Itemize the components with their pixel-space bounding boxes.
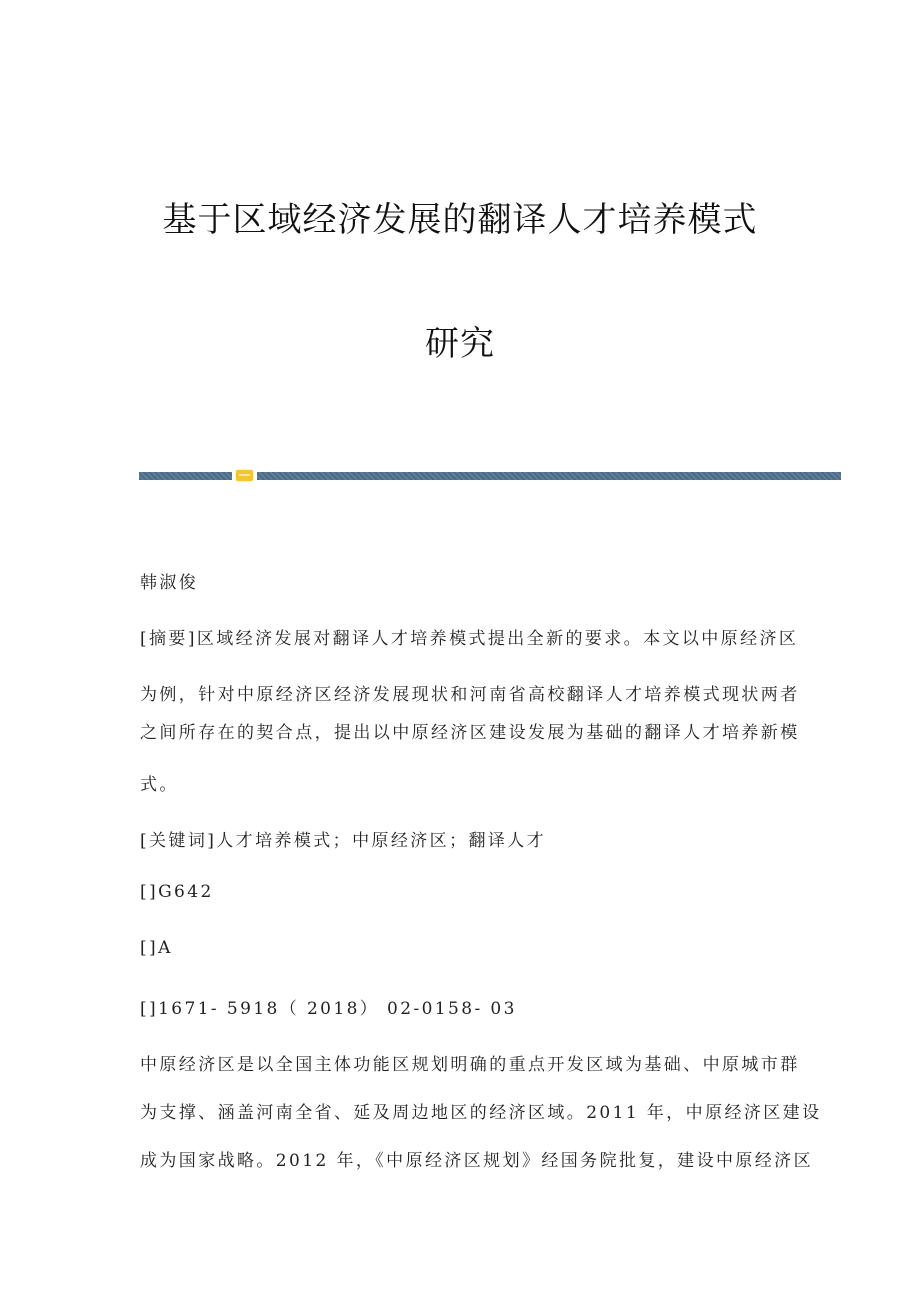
classification-number: []G642: [140, 882, 214, 902]
abstract-line: [摘要]区域经济发展对翻译人才培养模式提出全新的要求。本文以中原经济区: [140, 629, 799, 649]
abstract-line: 式。: [140, 775, 179, 795]
abstract-line: 之间所存在的契合点，提出以中原经济区建设发展为基础的翻译人才培养新模: [140, 723, 800, 743]
document-title-line-1: 基于区域经济发展的翻译人才培养模式: [162, 200, 758, 240]
author-name: 韩淑俊: [140, 573, 199, 593]
abstract-line: 为例，针对中原经济区经济发展现状和河南省高校翻译人才培养模式现状两者: [140, 685, 800, 705]
document-code: []A: [140, 938, 173, 958]
keywords: [关键词]人才培养模式；中原经济区；翻译人才: [140, 831, 547, 851]
body-line: 为支撑、涵盖河南全省、延及周边地区的经济区域。2011 年，中原经济区建设: [140, 1103, 822, 1123]
body-line: 成为国家战略。2012 年，《中原经济区规划》经国务院批复，建设中原经济区: [140, 1151, 813, 1171]
body-line: 中原经济区是以全国主体功能区规划明确的重点开发区域为基础、中原城市群: [140, 1055, 800, 1075]
divider-right: [257, 472, 841, 480]
article-id: []1671- 5918（ 2018） 02-0158- 03: [140, 999, 517, 1019]
divider-left: [139, 472, 232, 480]
envelope-ornament-icon: [236, 470, 253, 481]
document-title-line-2: 研究: [425, 324, 495, 364]
